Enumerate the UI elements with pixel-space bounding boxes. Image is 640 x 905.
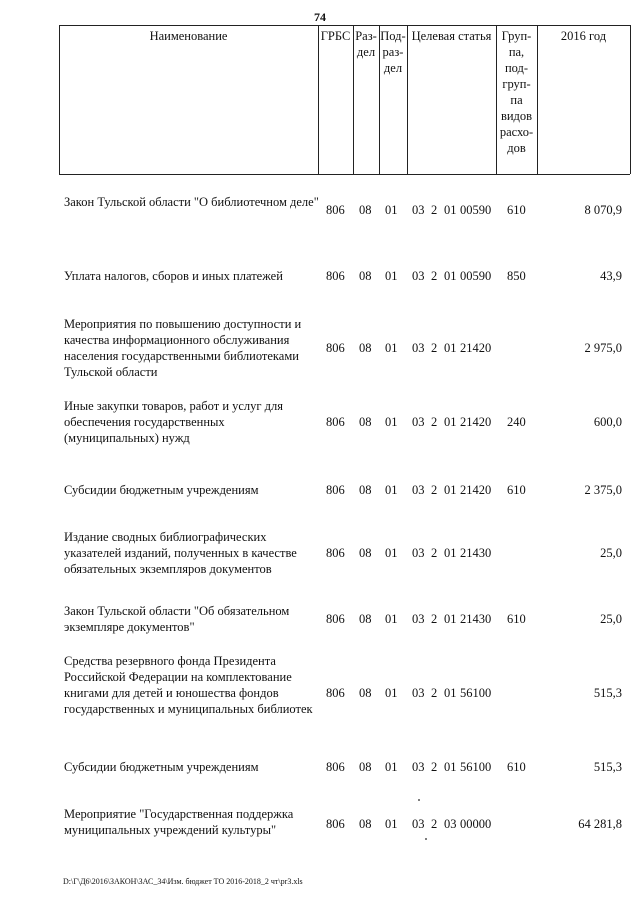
row-amount: 515,3 <box>593 686 622 700</box>
row-name: Средства резервного фонда Президента Российской Федерации на комплектование книгами для детей и юношества фондов государственных и муниципальных библиотек <box>64 654 313 716</box>
page-number: 74 <box>314 10 326 24</box>
row-podrazdel: 01 <box>385 612 398 626</box>
row-razdel: 08 <box>359 483 372 497</box>
row-cs-sub: 2 <box>431 546 438 560</box>
row-podrazdel: 01 <box>385 269 398 283</box>
row-cs-sub: 2 <box>431 203 438 217</box>
row-razdel: 08 <box>359 269 372 283</box>
header-grbs: ГРБС <box>320 29 351 43</box>
row-cs-program: 03 <box>412 415 425 429</box>
row-amount: 8 070,9 <box>584 203 622 217</box>
row-cs-main: 01 <box>444 269 457 283</box>
row-name: Закон Тульской области "Об обязательном экземпляре документов" <box>64 604 290 634</box>
row-razdel: 08 <box>359 760 372 774</box>
row-cs-sub: 2 <box>431 686 438 700</box>
row-cs-main: 01 <box>444 546 457 560</box>
row-amount: 64 281,8 <box>578 817 622 831</box>
row-name: Мероприятие "Государственная поддержка муниципальных учреждений культуры" <box>64 807 294 837</box>
row-name: Мероприятия по повышению доступности и качества информационного обслуживания населения государственными библиотеками Тульской области <box>64 317 302 379</box>
row-cs-main: 01 <box>444 203 457 217</box>
row-amount: 25,0 <box>600 612 622 626</box>
row-name: Уплата налогов, сборов и иных платежей <box>64 269 283 283</box>
row-podrazdel: 01 <box>385 760 398 774</box>
col-divider <box>630 25 631 174</box>
row-grbs: 806 <box>326 612 345 626</box>
row-cs-main: 01 <box>444 415 457 429</box>
row-cs-program: 03 <box>412 817 425 831</box>
row-razdel: 08 <box>359 686 372 700</box>
row-grbs: 806 <box>326 546 345 560</box>
row-cs-program: 03 <box>412 341 425 355</box>
scan-speck <box>418 799 420 801</box>
header-podrazdel: Под- раз- дел <box>380 29 406 75</box>
row-vr: 240 <box>507 415 526 429</box>
row-cs-direction: 21420 <box>460 415 492 429</box>
row-cs-direction: 56100 <box>460 686 492 700</box>
row-name: Закон Тульской области "О библиотечном деле" <box>64 195 319 209</box>
row-vr: 610 <box>507 203 526 217</box>
row-name: Иные закупки товаров, работ и услуг для обеспечения государственных (муниципальных) нужд <box>64 399 284 445</box>
row-podrazdel: 01 <box>385 546 398 560</box>
header-razdel: Раз- дел <box>355 29 377 59</box>
row-name: Издание сводных библиографических указателей изданий, полученных в качестве обязательных экземпляров документов <box>64 530 297 576</box>
footer-file-path: D:\Г\Д6\2016\ЗАКОН\ЗАС_34\Изм. бюджет ТО 2016-2018_2 чт\pr3.xls <box>63 877 303 886</box>
row-cs-main: 01 <box>444 341 457 355</box>
row-cs-sub: 2 <box>431 269 438 283</box>
row-cs-main: 01 <box>444 760 457 774</box>
row-grbs: 806 <box>326 760 345 774</box>
row-cs-direction: 00590 <box>460 203 492 217</box>
row-razdel: 08 <box>359 415 372 429</box>
row-razdel: 08 <box>359 817 372 831</box>
row-cs-program: 03 <box>412 483 425 497</box>
row-razdel: 08 <box>359 341 372 355</box>
row-amount: 600,0 <box>593 415 622 429</box>
scan-speck <box>425 838 427 840</box>
row-cs-program: 03 <box>412 546 425 560</box>
row-razdel: 08 <box>359 546 372 560</box>
row-cs-program: 03 <box>412 203 425 217</box>
row-amount: 2 375,0 <box>584 483 622 497</box>
row-cs-sub: 2 <box>431 483 438 497</box>
row-grbs: 806 <box>326 415 345 429</box>
row-grbs: 806 <box>326 817 345 831</box>
row-vr: 610 <box>507 760 526 774</box>
row-razdel: 08 <box>359 612 372 626</box>
row-cs-program: 03 <box>412 612 425 626</box>
row-podrazdel: 01 <box>385 415 398 429</box>
row-cs-direction: 00000 <box>460 817 492 831</box>
row-cs-main: 01 <box>444 612 457 626</box>
row-cs-sub: 2 <box>431 817 438 831</box>
row-cs-main: 03 <box>444 817 457 831</box>
header-top-border <box>59 25 630 26</box>
row-vr: 610 <box>507 483 526 497</box>
row-cs-direction: 00590 <box>460 269 492 283</box>
row-cs-sub: 2 <box>431 415 438 429</box>
row-amount: 2 975,0 <box>584 341 622 355</box>
row-vr: 610 <box>507 612 526 626</box>
row-grbs: 806 <box>326 483 345 497</box>
col-divider <box>59 25 60 174</box>
row-podrazdel: 01 <box>385 817 398 831</box>
row-cs-sub: 2 <box>431 341 438 355</box>
row-amount: 515,3 <box>593 760 622 774</box>
row-podrazdel: 01 <box>385 203 398 217</box>
row-grbs: 806 <box>326 269 345 283</box>
row-amount: 25,0 <box>600 546 622 560</box>
header-year: 2016 год <box>560 29 607 43</box>
row-name: Субсидии бюджетным учреждениям <box>64 483 259 497</box>
row-podrazdel: 01 <box>385 686 398 700</box>
row-cs-main: 01 <box>444 483 457 497</box>
row-cs-sub: 2 <box>431 760 438 774</box>
row-cs-sub: 2 <box>431 612 438 626</box>
row-vr: 850 <box>507 269 526 283</box>
row-cs-direction: 21420 <box>460 341 492 355</box>
row-cs-program: 03 <box>412 760 425 774</box>
row-amount: 43,9 <box>600 269 622 283</box>
row-podrazdel: 01 <box>385 341 398 355</box>
row-cs-program: 03 <box>412 269 425 283</box>
header-target-article: Целевая статья <box>411 29 492 43</box>
row-grbs: 806 <box>326 203 345 217</box>
header-expense-group: Груп- па, под- груп- па видов расхо- дов <box>499 29 534 155</box>
header-name: Наименование <box>149 29 228 43</box>
col-divider <box>537 25 538 174</box>
row-cs-direction: 21430 <box>460 546 492 560</box>
row-grbs: 806 <box>326 341 345 355</box>
col-divider <box>407 25 408 174</box>
row-razdel: 08 <box>359 203 372 217</box>
row-cs-main: 01 <box>444 686 457 700</box>
row-cs-program: 03 <box>412 686 425 700</box>
row-cs-direction: 21420 <box>460 483 492 497</box>
header-bottom-border <box>59 174 630 175</box>
row-grbs: 806 <box>326 686 345 700</box>
row-podrazdel: 01 <box>385 483 398 497</box>
row-name: Субсидии бюджетным учреждениям <box>64 760 259 774</box>
row-cs-direction: 56100 <box>460 760 492 774</box>
col-divider <box>318 25 319 174</box>
row-cs-direction: 21430 <box>460 612 492 626</box>
